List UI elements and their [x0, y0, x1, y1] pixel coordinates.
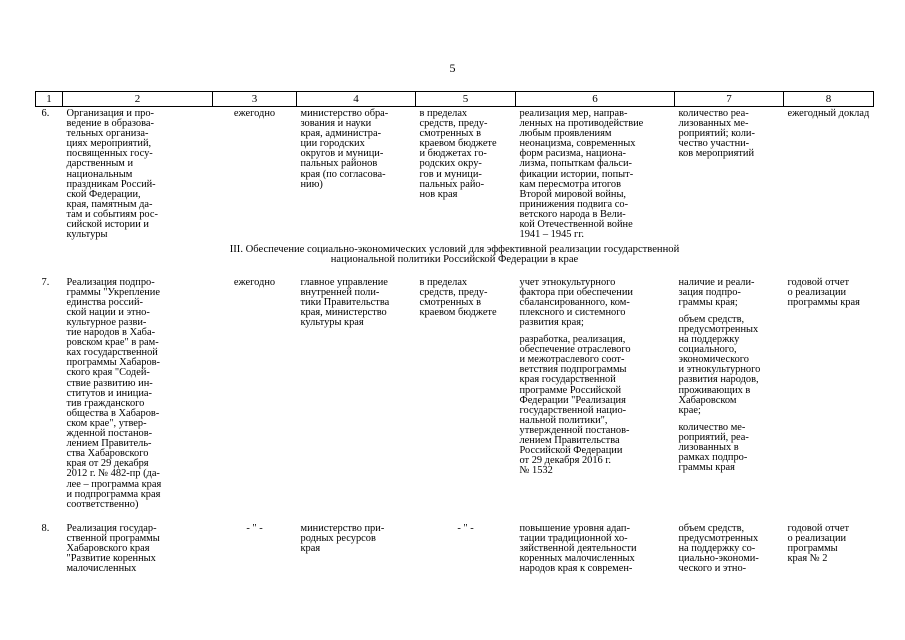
table-header-row	[36, 92, 874, 107]
result-cell: повышение уровня адап- тации традиционной хо- зяйственной деятельности коренных малочисленных народов края к современ-	[519, 522, 637, 575]
result-item: разработка, реализация, обеспечение отраслевого и межотраслевого соот- ветствия подпрограммы края государственной программе Российской Федерации "Реализация государственной нацио- нальной политики", утвержденной постанов- лением Правительства Российской Федерации от 29 декабря 2016 г. № 1532	[519, 334, 631, 477]
header-cell: 2	[63, 92, 213, 107]
executors-cell: министерство обра- зования и науки края, администра- ции городских округов и муници- пальных районов края (по согласова- нию)	[300, 108, 389, 190]
indicator-item: объем средств, предусмотренных на поддержку социального, экономического и этнокультурного развития народов, проживающих в Хабаровском крае;	[678, 313, 761, 416]
header-cell: 5	[416, 92, 516, 107]
plan-table	[35, 91, 874, 574]
row-number: 6.	[41, 108, 50, 119]
result-cell: реализация мер, направ- ленных на противодействие любым проявлениям неонацизма, современных форм расизма, национа- лизма, попыткам фальси- фикации истории, попыт- кам пересмотра итогов Второй мировой войны, принижения подвига со- ветского народа в Вели- кой Отечественной войне 1941 – 1945 гг.	[519, 108, 644, 241]
event-cell: Реализация подпро- граммы "Укрепление единства россий- ской нации и этно- культурное разви- тие народов в Хаба- ровском крае" в рам- ках государственной программы Хабаров- ского края "Содей- ствие развитию ин- ститутов и инициа- тив гражданского общества в Хабаров- ском крае", утвер- жденной постанов- лением Правитель- ства Хабаровского края от 29 декабря 2012 г. № 482-пр (да- лее – программа края и подпрограмма края соответственно)	[66, 276, 162, 510]
header-cell: 6	[516, 92, 675, 107]
indicator-cell: объем средств, предусмотренных на поддержку со- циально-экономи- ческого и этно-	[678, 522, 759, 575]
term-cell: - " -	[246, 522, 263, 534]
header-cell: 1	[36, 92, 63, 107]
term-cell: ежегодно	[233, 108, 276, 119]
event-cell: Организация и про- ведение в образова- тельных организа- циях мероприятий, посвященных госу- дарственным и национальным праздникам Россий- ской Федерации, края, памятным да- там и событиям рос- сийской истории и культуры	[66, 108, 158, 241]
funding-cell: - " -	[457, 522, 474, 534]
indicator-item: наличие и реали- зация подпро- граммы края;	[678, 276, 755, 308]
report-cell: ежегодный доклад	[787, 108, 870, 119]
result-item: учет этнокультурного фактора при обеспечении сбалансированного, ком- плексного и системного развития края;	[519, 276, 633, 328]
header-cell: 3	[213, 92, 297, 107]
header-cell: 7	[675, 92, 784, 107]
table-row	[36, 107, 874, 241]
table-row	[36, 510, 874, 574]
funding-cell: в пределах средств, преду- смотренных в краевом бюджете и бюджетах го- родских окру- гов и муници- пальных райо- нов края	[419, 108, 497, 200]
event-cell: Реализация государ- ственной программы Хабаровского края "Развитие коренных малочисленных	[66, 522, 160, 575]
indicator-item: количество ме- роприятий, реа- лизованных в рамках подпро- граммы края	[678, 421, 749, 474]
funding-cell: в пределах средств, преду- смотренных в краевом бюджете	[419, 276, 497, 318]
executors-cell: главное управление внутренней поли- тики Правительства края, министерство культуры края	[300, 276, 390, 328]
row-number: 8.	[41, 522, 50, 534]
section-heading-row	[36, 240, 874, 275]
table-row	[36, 276, 874, 510]
executors-cell: министерство при- родных ресурсов края	[300, 522, 385, 554]
result-cell	[516, 276, 675, 510]
page-number: 5	[449, 61, 456, 75]
header-cell: 8	[784, 92, 874, 107]
row-number: 7.	[41, 276, 50, 288]
header-cell: 4	[297, 92, 416, 107]
indicator-cell: количество реа- лизованных ме- роприятий; коли- чество участни- ков мероприятий	[678, 108, 755, 160]
indicator-cell	[675, 276, 784, 510]
report-cell: годовой отчет о реализации программы края № 2	[787, 522, 850, 565]
report-cell: годовой отчет о реализации программы края	[787, 276, 860, 308]
section-title: III. Обеспечение социально-экономических условий для эффективной реализации государственной национальной политики Российской Федерации в крае	[229, 244, 680, 266]
term-cell: ежегодно	[233, 276, 276, 288]
